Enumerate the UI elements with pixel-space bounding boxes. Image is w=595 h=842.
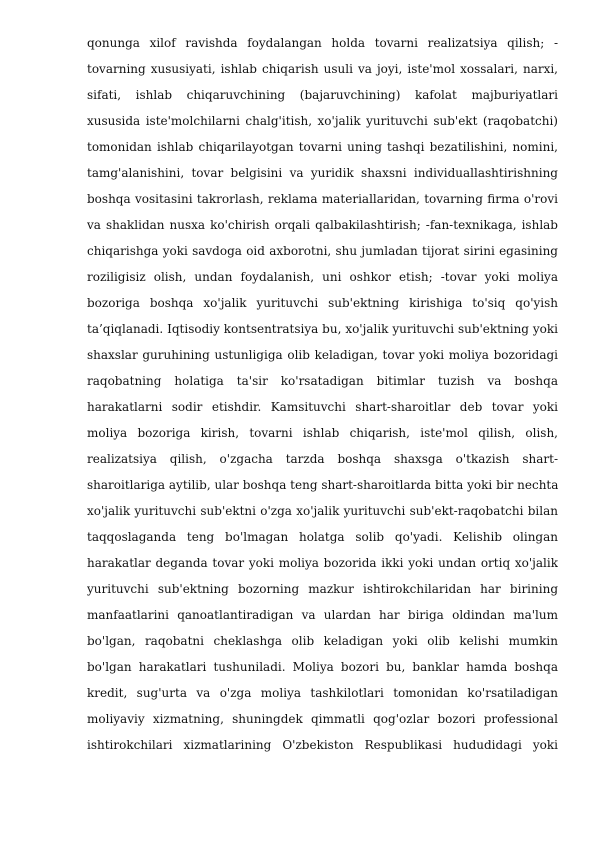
text-line: boshqa vositasini takrorlash, reklama materiallaridan, tovarning firma o'rovi [87,192,558,206]
text-line: sifati, ishlab chiqaruvchining (bajaruvchining) kafolat majburiyatlari [87,88,558,102]
text-line: va shaklidan nusxa ko'chirish orqali qalbakilashtirish; -fan-texnikaga, ishlab [87,218,558,232]
text-line: manfaatlarini qanoatlantiradigan va ulardan har biriga oldindan ma'lum [87,608,558,622]
text-line: chiqarishga yoki savdoga oid axborotni, shu jumladan tijorat sirini egasining [87,244,558,258]
text-line: bozoriga boshqa xo'jalik yurituvchi sub'ektning kirishiga to'siq qo'yish [87,296,558,310]
text-line: ishtirokchilari xizmatlarining O'zbekiston Respublikasi hududidagi yoki [87,738,558,752]
text-line: sharoitlariga aytilib, ular boshqa teng shart-sharoitlarda bitta yoki bir nechta [87,478,558,492]
text-line: tomonidan ishlab chiqarilayotgan tovarni uning tashqi bezatilishini, nomini, [87,140,558,154]
text-line: moliyaviy xizmatning, shuningdek qimmatli qog'ozlar bozori professional [87,712,558,726]
text-line: tamg'alanishini, tovar belgisini va yuridik shaxsni individuallashtirishning [87,166,558,180]
text-line: realizatsiya qilish, o'zgacha tarzda boshqa shaxsga o'tkazish shart- [87,452,558,466]
text-line: ta’qiqlanadi. Iqtisodiy kontsentratsiya bu, xo'jalik yurituvchi sub'ektning yoki [87,322,558,336]
text-line: shaxslar guruhining ustunligiga olib keladigan, tovar yoki moliya bozoridagi [87,348,558,362]
text-line: harakatlar deganda tovar yoki moliya bozorida ikki yoki undan ortiq xo'jalik [87,556,558,570]
text-line: yurituvchi sub'ektning bozorning mazkur ishtirokchilaridan har birining [87,582,558,596]
text-line: raqobatning holatiga ta'sir ko'rsatadigan bitimlar tuzish va boshqa [87,374,558,388]
text-line: bo'lgan harakatlari tushuniladi. Moliya bozori bu, banklar hamda boshqa [87,660,558,674]
text-line: moliya bozoriga kirish, tovarni ishlab chiqarish, iste'mol qilish, olish, [87,426,558,440]
text-line: taqqoslaganda teng bo'lmagan holatga solib qo'yadi. Kelishib olingan [87,530,558,544]
text-line: tovarning xususiyati, ishlab chiqarish usuli va joyi, iste'mol xossalari, narxi, [87,62,558,76]
text-line: xo'jalik yurituvchi sub'ektni o'zga xo'jalik yurituvchi sub'ekt-raqobatchi bilan [87,504,558,518]
text-line: xususida iste'molchilarni chalg'itish, xo'jalik yurituvchi sub'ekt (raqobatchi) [87,114,558,128]
text-line: roziligisiz olish, undan foydalanish, uni oshkor etish; -tovar yoki moliya [87,270,558,284]
text-line: kredit, sug'urta va o'zga moliya tashkilotlari tomonidan ko'rsatiladigan [87,686,558,700]
document-page [87,30,558,758]
text-line: bo'lgan, raqobatni cheklashga olib keladigan yoki olib kelishi mumkin [87,634,558,648]
text-line: qonunga xilof ravishda foydalangan holda tovarni realizatsiya qilish; - [87,36,558,50]
text-line: harakatlarni sodir etishdir. Kamsituvchi shart-sharoitlar deb tovar yoki [87,400,558,414]
